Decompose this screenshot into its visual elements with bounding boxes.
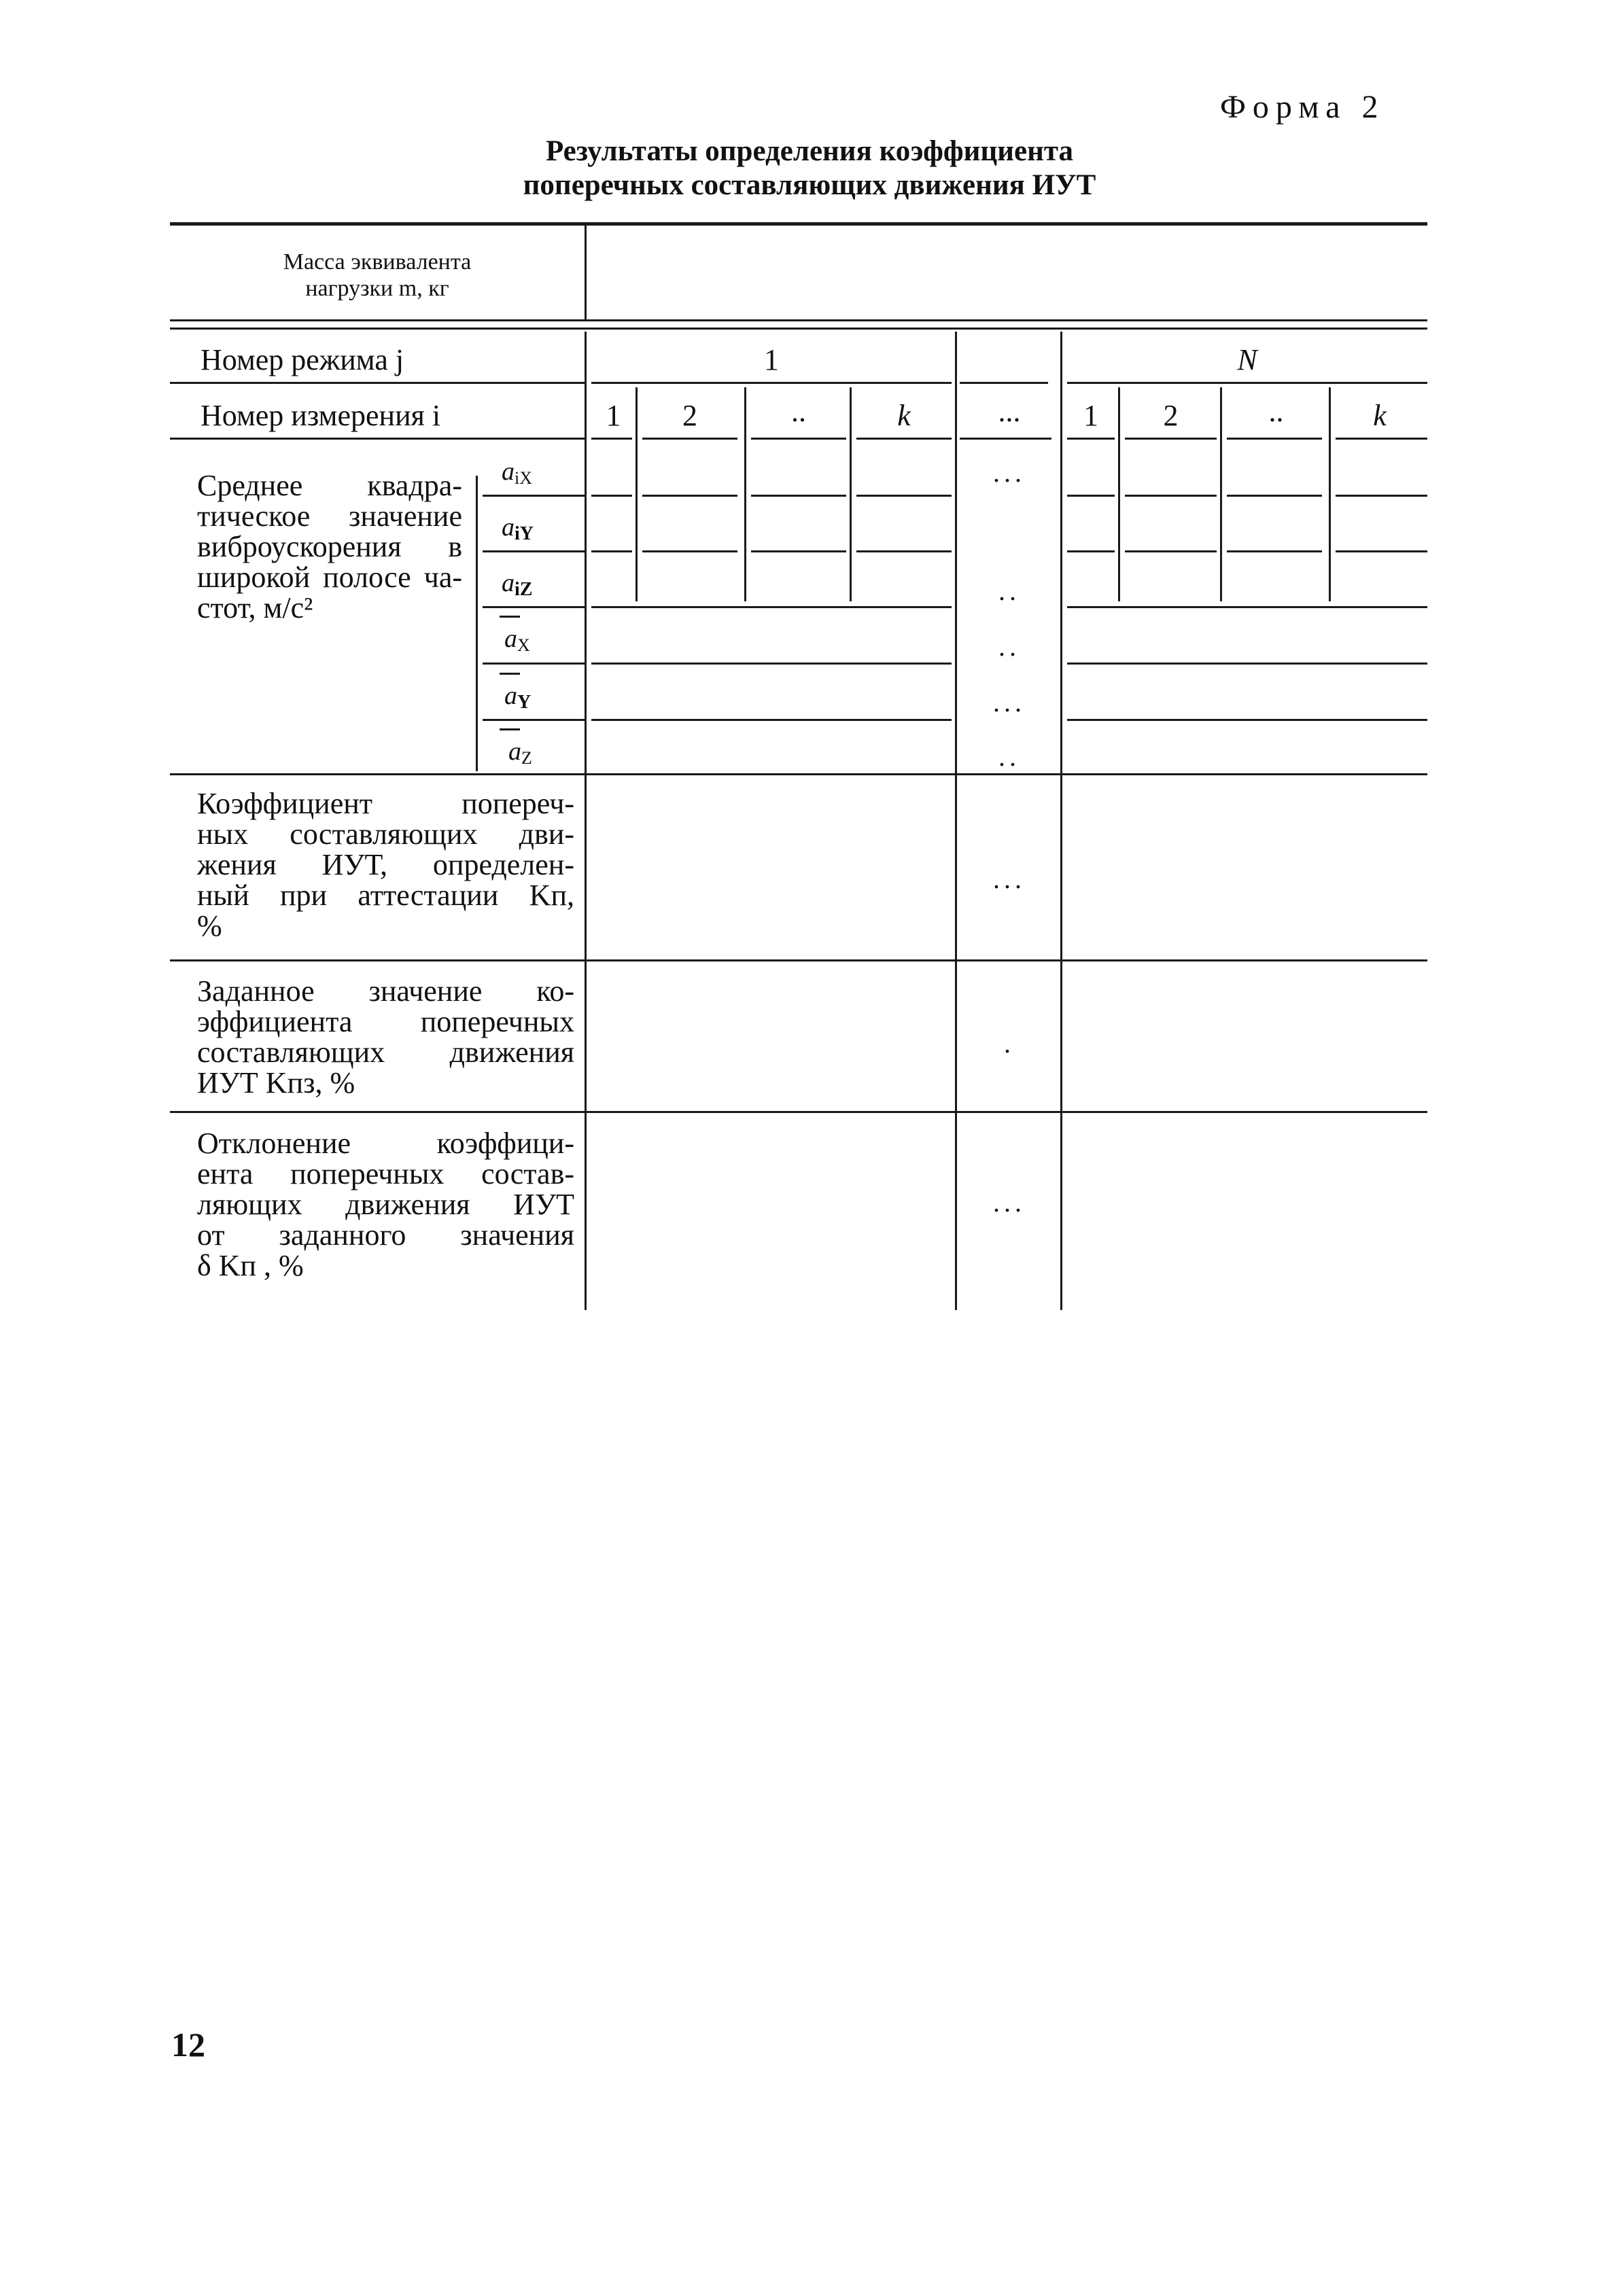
ax-mode1-rule [591,663,952,665]
param-aix: $a_{iX}$ [502,457,532,488]
mode-last: N [1237,343,1257,376]
target-label-line: ИУТ Kпз, % [197,1066,355,1099]
param-sub: iX [515,468,532,488]
mass-row-rule-2 [170,328,1427,330]
param-sub: Z [521,748,532,768]
m1-col-div-3 [850,387,852,601]
overbar [500,616,520,618]
aiy-row-rule [483,550,585,552]
coef-label [197,788,574,941]
mr-ul-7 [1125,438,1217,440]
coef-block-rule [170,959,1427,961]
param-sub: iY [515,523,534,544]
dots-column-left [955,332,957,1310]
mode-first: 1 [764,343,779,376]
measure-col-8: .. [1268,395,1284,428]
measure-col-6: 1 [1083,399,1098,432]
mr-ul-8 [1227,438,1322,440]
coef-label-line: ный при аттестации Kп, [197,879,574,912]
deviation-label-line: δ Kп , % [197,1249,304,1282]
measure-col-7: 2 [1163,399,1179,432]
mode1-underline [591,382,952,384]
m1-col-div-1 [636,387,638,601]
mass-row-divider [585,224,587,321]
deviation-label-line: ляющих движения ИУТ [197,1188,574,1221]
modeN-underline [1067,382,1427,384]
label-column-divider [585,332,587,1310]
coef-label-line: % [197,909,222,942]
mr-ul-9 [1336,438,1427,440]
dots-column-right [1060,332,1062,1310]
aix-c4 [856,495,952,497]
param-aiz: aiZ [502,569,533,600]
aix-c2 [642,495,737,497]
aiz-modeN-rule [1067,606,1427,608]
table-title-line1: Результаты определения коэффициента [545,135,1073,167]
param-ay: aY [504,682,532,713]
coef-label-line: жения ИУТ, определен- [197,848,574,881]
aiy-c6 [1067,550,1115,552]
param-ax: $a_X$ [504,624,530,655]
rms-label-line: виброускорения в [197,530,462,563]
aix-c3 [751,495,846,497]
rms-label-line: Среднее квадра- [197,469,462,502]
dots-target: . [1004,1028,1015,1059]
rms-label-line: стот, м/с² [197,591,313,624]
aiy-c3 [751,550,846,552]
deviation-label-line: ента поперечных состав- [197,1157,574,1190]
aiy-c1 [591,550,632,552]
mass-row-rule-1 [170,319,1427,321]
measure-col-9: k [1373,399,1387,432]
top-rule [170,222,1427,226]
param-az: $a_Z$ [508,737,532,768]
mr-ul-1 [591,438,632,440]
dots-coef: ... [993,864,1026,894]
param-column-divider [476,476,478,771]
measure-col-5: ... [998,395,1021,428]
aix-c1 [591,495,632,497]
table-title-line2: поперечных составляющих движения ИУТ [523,169,1096,201]
deviation-label [197,1128,574,1281]
mN-col-div-3 [1329,387,1331,601]
ay-modeN-rule [1067,719,1427,721]
dots-aiz: .. [998,576,1020,606]
target-block-rule [170,1111,1427,1113]
dots-ay: ... [993,687,1026,718]
param-sub: iZ [515,579,533,600]
target-label-line: эффициента поперечных [197,1005,574,1038]
dots-az: .. [998,741,1020,772]
ax-modeN-rule [1067,663,1427,665]
aiz-row-rule [483,606,585,608]
rms-label-line: тическое значение [197,499,462,533]
measure-col-2: 2 [682,399,697,432]
aix-c7 [1125,495,1217,497]
dots-deviation: ... [993,1187,1026,1218]
m1-col-div-2 [744,387,746,601]
param-sub: X [517,635,530,655]
mr-ul-4 [856,438,952,440]
mass-label-line1: Масса эквивалента [283,249,472,275]
measure-col-3: .. [791,395,806,428]
mode-row-rule [170,382,585,384]
mr-ul-5 [960,438,1051,440]
form-label: Форма 2 [1220,89,1385,125]
deviation-label-line: от заданного значения [197,1218,574,1252]
param-sub: Y [517,692,532,713]
dots-aix: ... [993,457,1026,488]
coef-label-line: Коэффициент попереч- [197,787,574,820]
rms-label [197,470,462,623]
dots-ax: .. [998,631,1020,662]
mode-label: Номер режима j [201,343,404,376]
aiy-c8 [1227,550,1322,552]
ax-row-rule [483,663,585,665]
aiy-c2 [642,550,737,552]
aiz-mode1-rule [591,606,952,608]
mN-col-div-1 [1118,387,1120,601]
measure-col-4: k [897,399,911,432]
mass-label-line2: нагрузки m, кг [305,276,449,301]
overbar [500,728,520,730]
aix-row-rule [483,495,585,497]
target-label-line: составляющих движения [197,1036,574,1069]
aiy-c9 [1336,550,1427,552]
mode-dots-underline [960,382,1048,384]
aix-c6 [1067,495,1115,497]
aix-c8 [1227,495,1322,497]
aiy-c4 [856,550,952,552]
deviation-label-line: Отклонение коэффици- [197,1127,574,1160]
ay-row-rule [483,719,585,721]
coef-label-line: ных составляющих дви- [197,817,574,851]
measure-col-1: 1 [606,399,621,432]
measure-label: Номер измерения i [201,399,441,432]
aix-c9 [1336,495,1427,497]
mr-ul-3 [751,438,846,440]
mr-ul-6 [1067,438,1115,440]
mN-col-div-2 [1220,387,1222,601]
measure-row-rule [170,438,585,440]
param-aiy: aiY [502,513,534,544]
overbar [500,673,520,675]
target-label [197,976,574,1098]
ay-mode1-rule [591,719,952,721]
rms-block-rule [170,773,1427,775]
aiy-c7 [1125,550,1217,552]
rms-label-line: широкой полосе ча- [197,561,462,594]
target-label-line: Заданное значение ко- [197,974,574,1008]
page-number: 12 [171,2026,205,2064]
mr-ul-2 [642,438,737,440]
